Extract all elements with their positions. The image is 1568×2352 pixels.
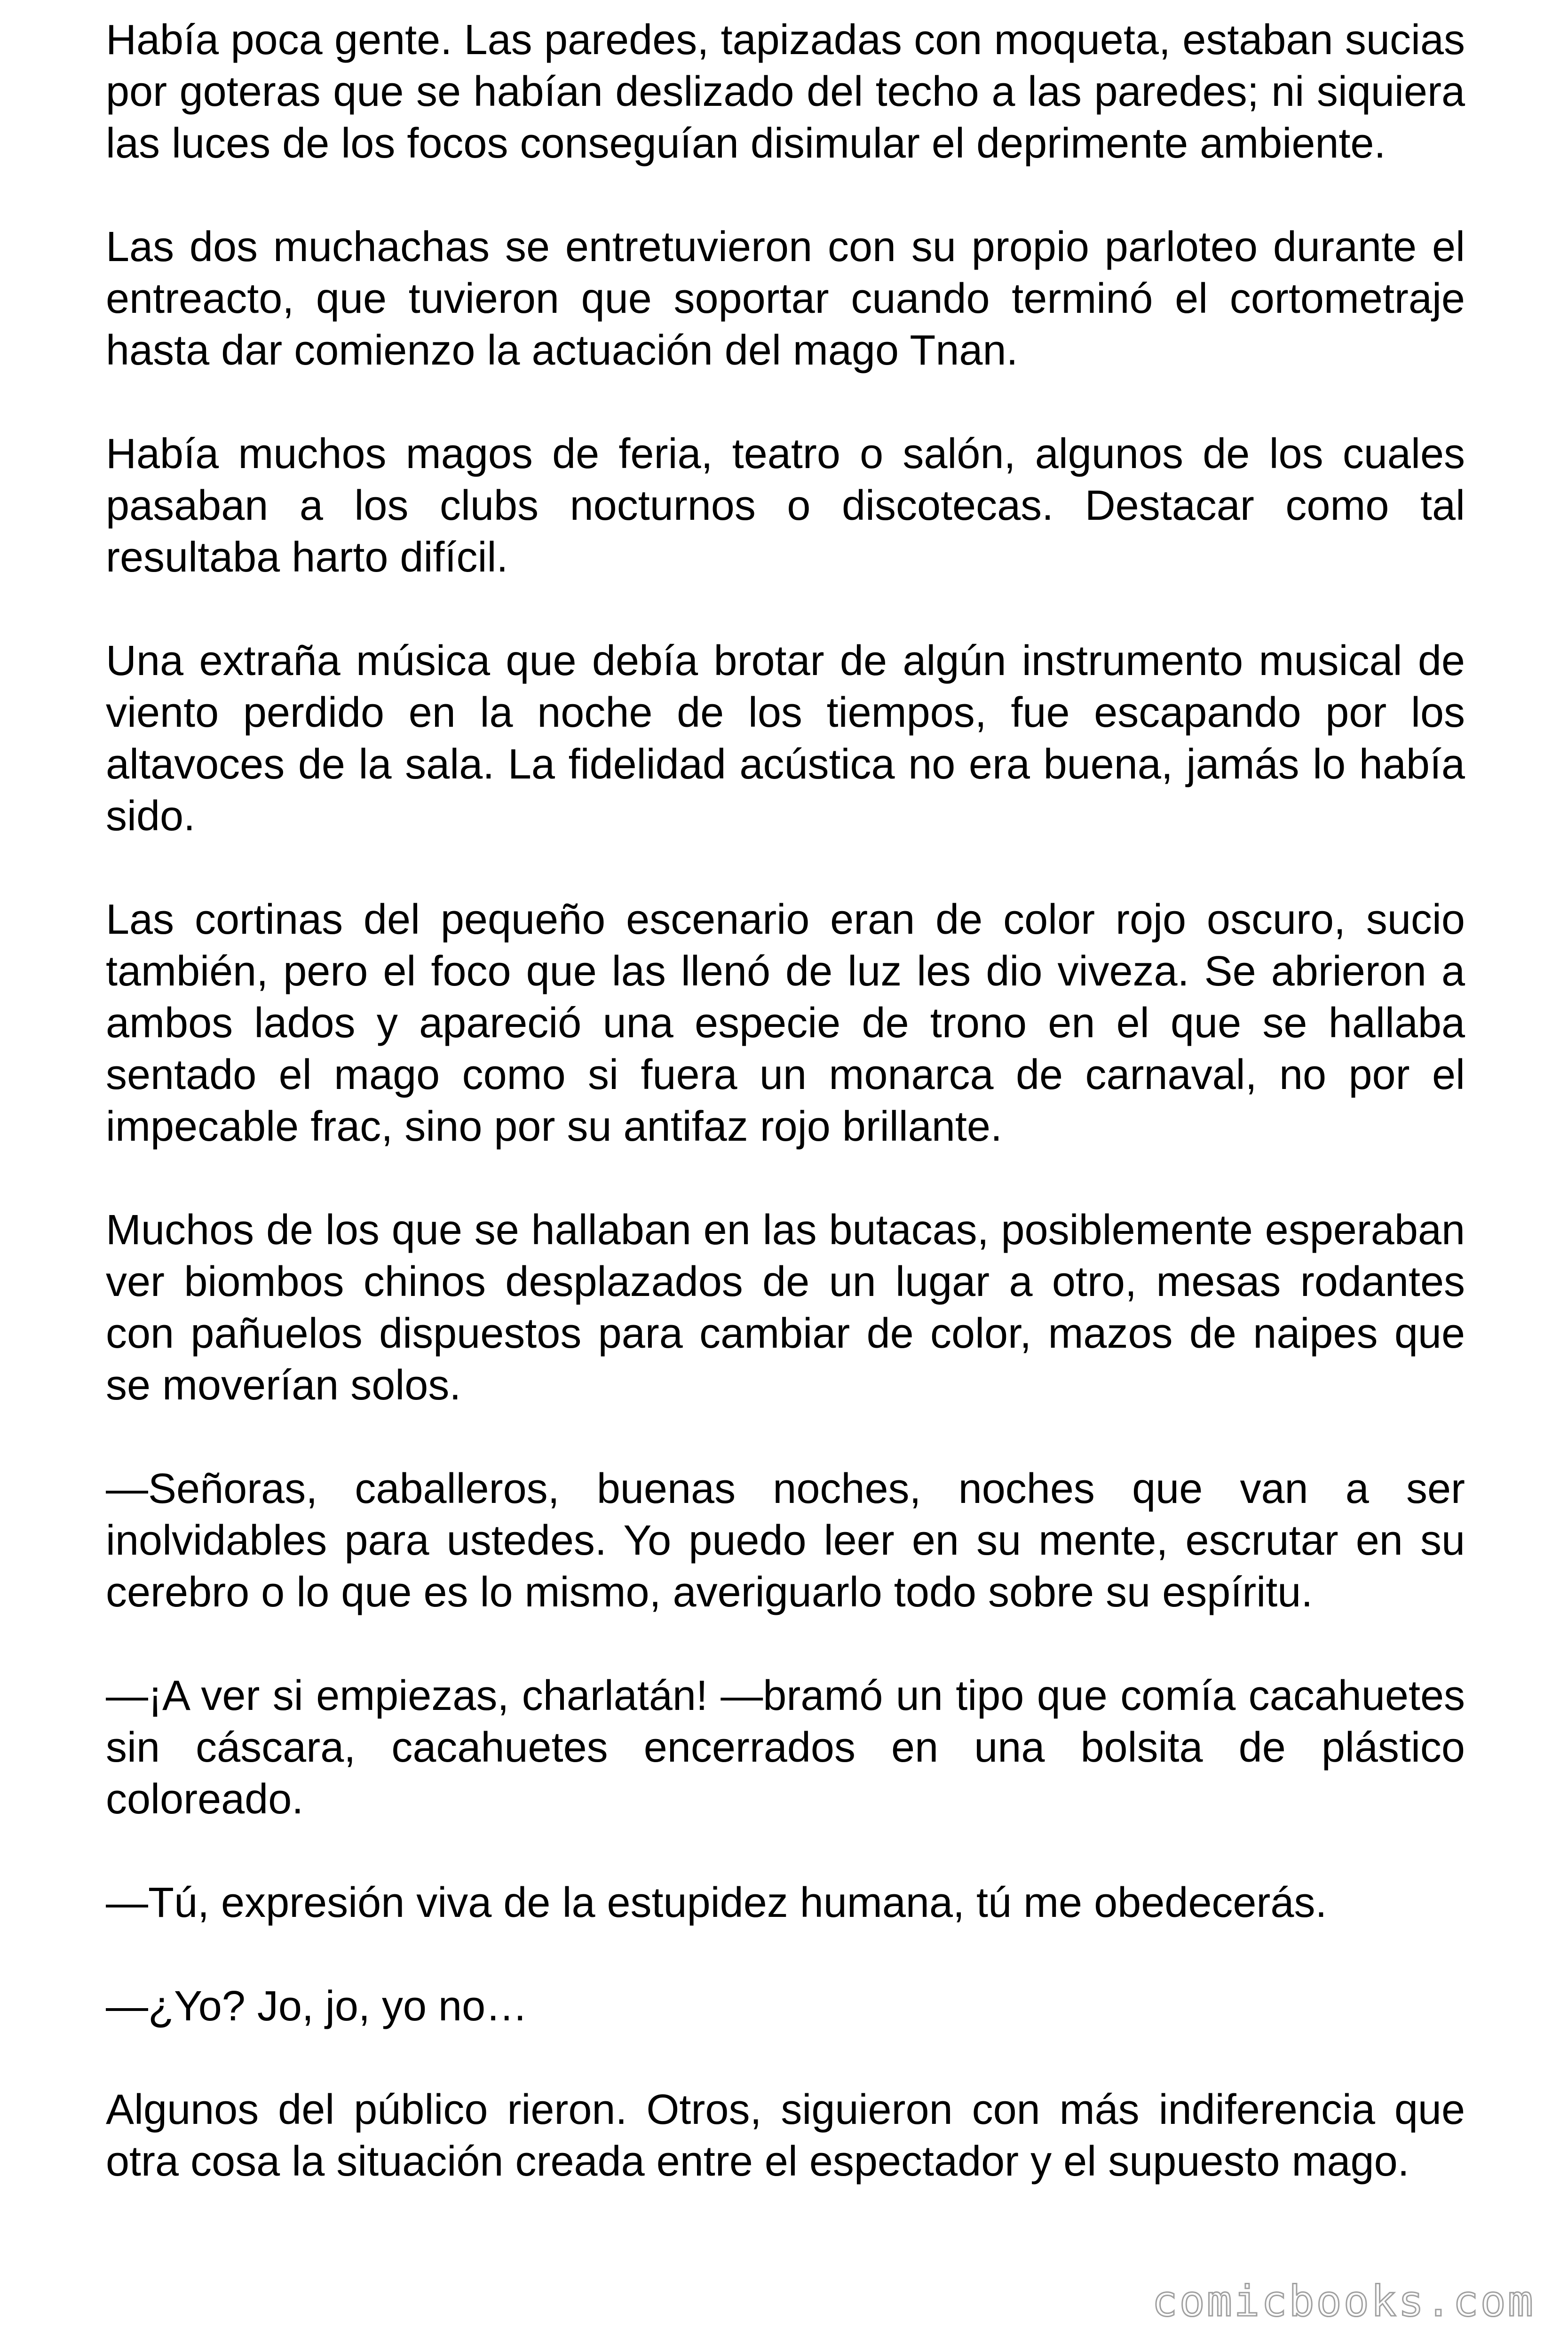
dialogue-paragraph: —¿Yo? Jo, jo, yo no… bbox=[106, 1983, 528, 2030]
watermark: comicbooks.com bbox=[1152, 2277, 1535, 2326]
paragraph: Había poca gente. Las paredes, tapizadas con moqueta, estaban sucias por goteras que se habían deslizado del techo a las paredes; ni siquiera las luces de los focos conseguían disimular el deprimente ambiente. bbox=[106, 16, 1465, 167]
paragraph: Una extraña música que debía brotar de algún instrumento musical de viento perdido en la noche de los tiempos, fue escapando por los altavoces de la sala. La fidelidad acústica no era buena, jamás lo había sido. bbox=[106, 637, 1465, 840]
paragraph: Las cortinas del pequeño escenario eran de color rojo oscuro, sucio también, pero el foco que las llenó de luz les dio viveza. Se abrieron a ambos lados y apareció una especie de trono en el que se hallaba sentado el mago como si fuera un monarca de carnaval, no por el impecable frac, sino por su antifaz rojo brillante. bbox=[106, 896, 1465, 1150]
dialogue-paragraph: —Tú, expresión viva de la estupidez humana, tú me obedecerás. bbox=[106, 1879, 1327, 1926]
dialogue-paragraph: —Señoras, caballeros, buenas noches, noches que van a ser inolvidables para ustedes. Yo puedo leer en su mente, escrutar en su cerebro o lo que es lo mismo, averiguarlo todo sobre su espíritu. bbox=[106, 1465, 1465, 1616]
paragraph: Muchos de los que se hallaban en las butacas, posiblemente esperaban ver biombos chinos desplazados de un lugar a otro, mesas rodantes con pañuelos dispuestos para cambiar de color, mazos de naipes que se moverían solos. bbox=[106, 1207, 1465, 1409]
document-body bbox=[106, 14, 1465, 2239]
paragraph: Las dos muchachas se entretuvieron con su propio parloteo durante el entreacto, que tuvieron que soportar cuando terminó el cortometraje hasta dar comienzo la actuación del mago Tnan. bbox=[106, 223, 1465, 374]
dialogue-paragraph: —¡A ver si empiezas, charlatán! —bramó un tipo que comía cacahuetes sin cáscara, cacahuetes encerrados en una bolsita de plástico coloreado. bbox=[106, 1672, 1465, 1823]
paragraph: Había muchos magos de feria, teatro o salón, algunos de los cuales pasaban a los clubs nocturnos o discotecas. Destacar como tal resultaba harto difícil. bbox=[106, 430, 1465, 581]
paragraph: Algunos del público rieron. Otros, siguieron con más indiferencia que otra cosa la situación creada entre el espectador y el supuesto mago. bbox=[106, 2086, 1465, 2185]
